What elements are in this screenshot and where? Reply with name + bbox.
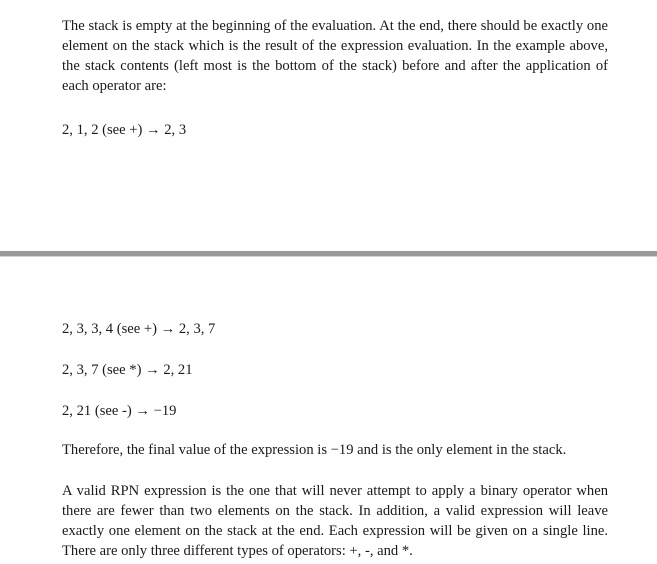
conclusion-sentence: Therefore, the final value of the expression is −19 and is the only element in the stack. (62, 442, 567, 458)
intro-paragraph: The stack is empty at the beginning of the evaluation. At the end, there should be exactly one element on the stack which is the result of the expression evaluation. In the example above, the stack contents (left most is the bottom of the stack) before and after the application of each operator are: (62, 18, 608, 94)
stack-step-3: 2, 3, 7 (see *) → 2, 21 (62, 362, 193, 378)
stack-step-2: 2, 3, 3, 4 (see +) → 2, 3, 7 (62, 321, 216, 337)
stack-step-1: 2, 1, 2 (see +) → 2, 3 (62, 122, 187, 138)
page-break-divider-shadow (0, 256, 657, 257)
validity-paragraph: A valid RPN expression is the one that will never attempt to apply a binary operator when there are fewer than two elements on the stack. In addition, a valid expression will leave exactly one element on the stack at the end. Each expression will be given on a single line. There are only three different types of operators: +, -, and *. (62, 483, 608, 559)
stack-step-4: 2, 21 (see -) → −19 (62, 403, 177, 419)
